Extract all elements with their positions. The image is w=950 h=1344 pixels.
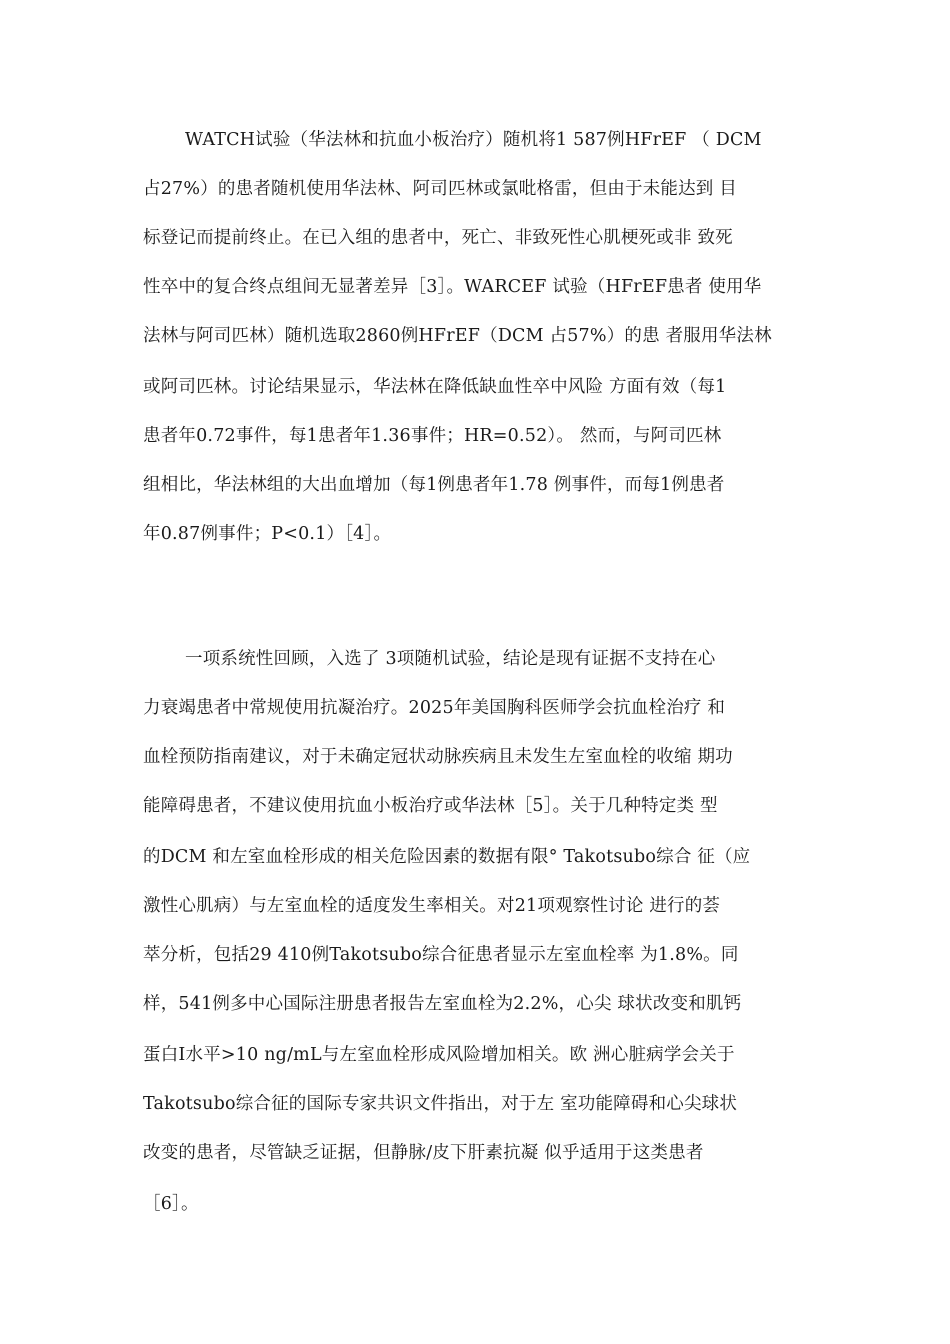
text-line: 一项系统性回顾，入选了 3项随机试验，结论是现有证据不支持在心 xyxy=(185,649,716,669)
text-line: 改变的患者，尽管缺乏证据，但静脉/皮下肝素抗凝 似乎适用于这类患者 xyxy=(143,1143,704,1163)
text-line: 患者年0.72事件，每1患者年1.36事件；HR=0.52）。 然而，与阿司匹林 xyxy=(143,426,722,446)
text-line: 占27%）的患者随机使用华法林、阿司匹林或氯吡格雷，但由于未能达到 目 xyxy=(143,179,737,199)
text-line: 或阿司匹林。讨论结果显示，华法林在降低缺血性卒中风险 方面有效（每1 xyxy=(143,377,727,397)
text-line: 组相比，华法林组的大出血增加（每1例患者年1.78 例事件，而每1例患者 xyxy=(143,475,725,495)
text-line: 蛋白Ⅰ水平>10 ng/mL与左室血栓形成风险增加相关。欧 洲心脏病学会关于 xyxy=(143,1045,735,1065)
text-line: 激性心肌病）与左室血栓的适度发生率相关。对21项观察性讨论 进行的荟 xyxy=(143,896,721,916)
text-line: 样，541例多中心国际注册患者报告左室血栓为2.2%，心尖 球状改变和肌钙 xyxy=(143,994,742,1014)
text-line: 的DCM 和左室血栓形成的相关危险因素的数据有限° Takotsubo综合 征（应 xyxy=(143,847,751,867)
text-line: 血栓预防指南建议，对于未确定冠状动脉疾病且未发生左室血栓的收缩 期功 xyxy=(143,747,733,767)
text-line: 法林与阿司匹林）随机选取2860例HFrEF（DCM 占57%）的患 者服用华法林 xyxy=(143,326,772,346)
text-line: 能障碍患者，不建议使用抗血小板治疗或华法林［5］。关于几种特定类 型 xyxy=(143,796,718,816)
text-line: 力衰竭患者中常规使用抗凝治疗。2025年美国胸科医师学会抗血栓治疗 和 xyxy=(143,698,726,718)
text-line: 标登记而提前终止。在已入组的患者中，死亡、非致死性心肌梗死或非 致死 xyxy=(143,228,733,248)
text-line: 年0.87例事件；P<0.1）［4］。 xyxy=(143,524,392,544)
text-line: Takotsubo综合征的国际专家共识文件指出，对于左 室功能障碍和心尖球状 xyxy=(143,1094,738,1114)
text-line: 性卒中的复合终点组间无显著差异［3］。WARCEF 试验（HFrEF患者 使用华 xyxy=(143,277,762,297)
text-line: WATCH试验（华法林和抗血小板治疗）随机将1 587例HFrEF （ DCM xyxy=(185,130,762,150)
text-line: ［6］。 xyxy=(143,1194,199,1214)
text-line: 萃分析，包括29 410例Takotsubo综合征患者显示左室血栓率 为1.8%。同 xyxy=(143,945,739,965)
